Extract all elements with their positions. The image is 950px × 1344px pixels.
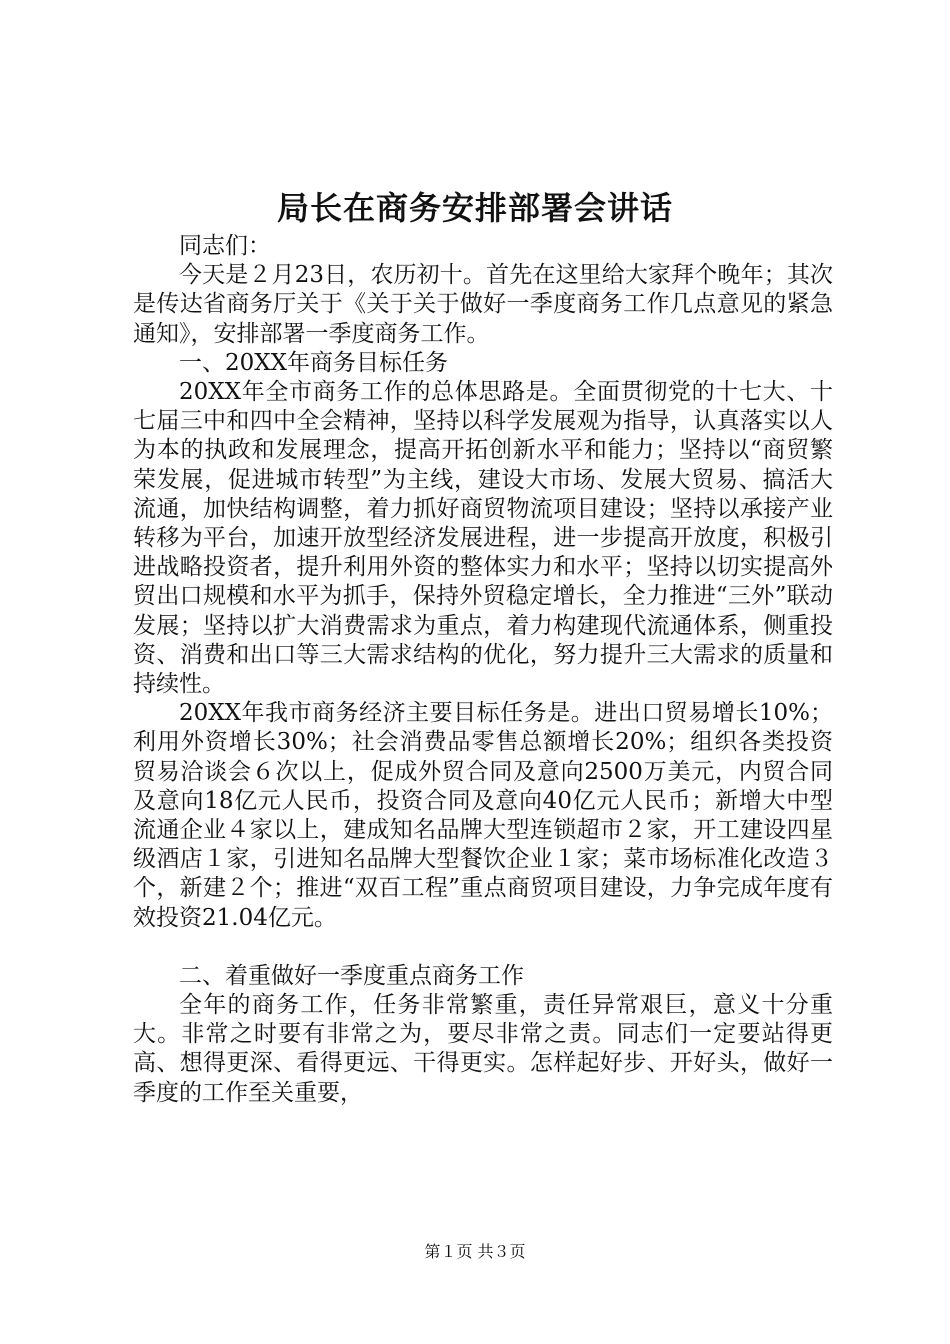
body-paragraph: 20XX年我市商务经济主要目标任务是。进出口贸易增长10%；利用外资增长30%；社会消费品零售总额增长20%；组织各类投资贸易洽谈会６次以上，促成外贸合同及意向2500万美元，内贸合同及意向18亿元人民币，投资合同及意向40亿元人民币；新增大中型流通企业４家以上，建成知名品牌大型连锁超市２家，开工建设四星级酒店１家，引进知名品牌大型餐饮企业１家；菜市场标准化改造３个，新建２个；推进“双百工程”重点商贸项目建设，力争完成年度有效投资21.04亿元。 [133, 700, 833, 931]
body-paragraph: 20XX年全市商务工作的总体思路是。全面贯彻党的十七大、十七届三中和四中全会精神，坚持以科学发展观为指导，认真落实以人为本的执政和发展理念，提高开拓创新水平和能力；坚持以“商贸繁荣发展，促进城市转型”为主线，建设大市场、发展大贸易、搞活大流通，加快结构调整，着力抓好商贸物流项目建设；坚持以承接产业转移为平台，加速开放型经济发展进程，进一步提高开放度，积极引进战略投资者，提升利用外资的整体实力和水平；坚持以切实提高外贸出口规模和水平为抓手，保持外贸稳定增长，全力推进“三外”联动发展；坚持以扩大消费需求为重点，着力构建现代流通体系，侧重投资、消费和出口等三大需求结构的优化，努力提升三大需求的质量和持续性。 [133, 379, 833, 698]
document-body [133, 232, 833, 1108]
body-paragraph: 全年的商务工作，任务非常繁重，责任异常艰巨，意义十分重大。非常之时要有非常之为，要尽非常之责。同志们一定要站得更高、想得更深、看得更远、干得更实。怎样起好步、开好头，做好一季度的工作至关重要， [133, 992, 833, 1106]
intro-paragraph: 今天是２月23日，农历初十。首先在这里给大家拜个晚年；其次是传达省商务厅关于《关于关于做好一季度商务工作几点意见的紧急通知》，安排部署一季度商务工作。 [133, 262, 833, 347]
section-heading-1: 一、20XX年商务目标任务 [179, 349, 449, 376]
section-heading-2: 二、着重做好一季度重点商务工作 [179, 962, 524, 989]
document-title: 局长在商务安排部署会讲话 [276, 189, 673, 227]
salutation-paragraph: 同志们： [179, 233, 271, 259]
page-number-footer: 第１页 共３页 [424, 1242, 526, 1261]
